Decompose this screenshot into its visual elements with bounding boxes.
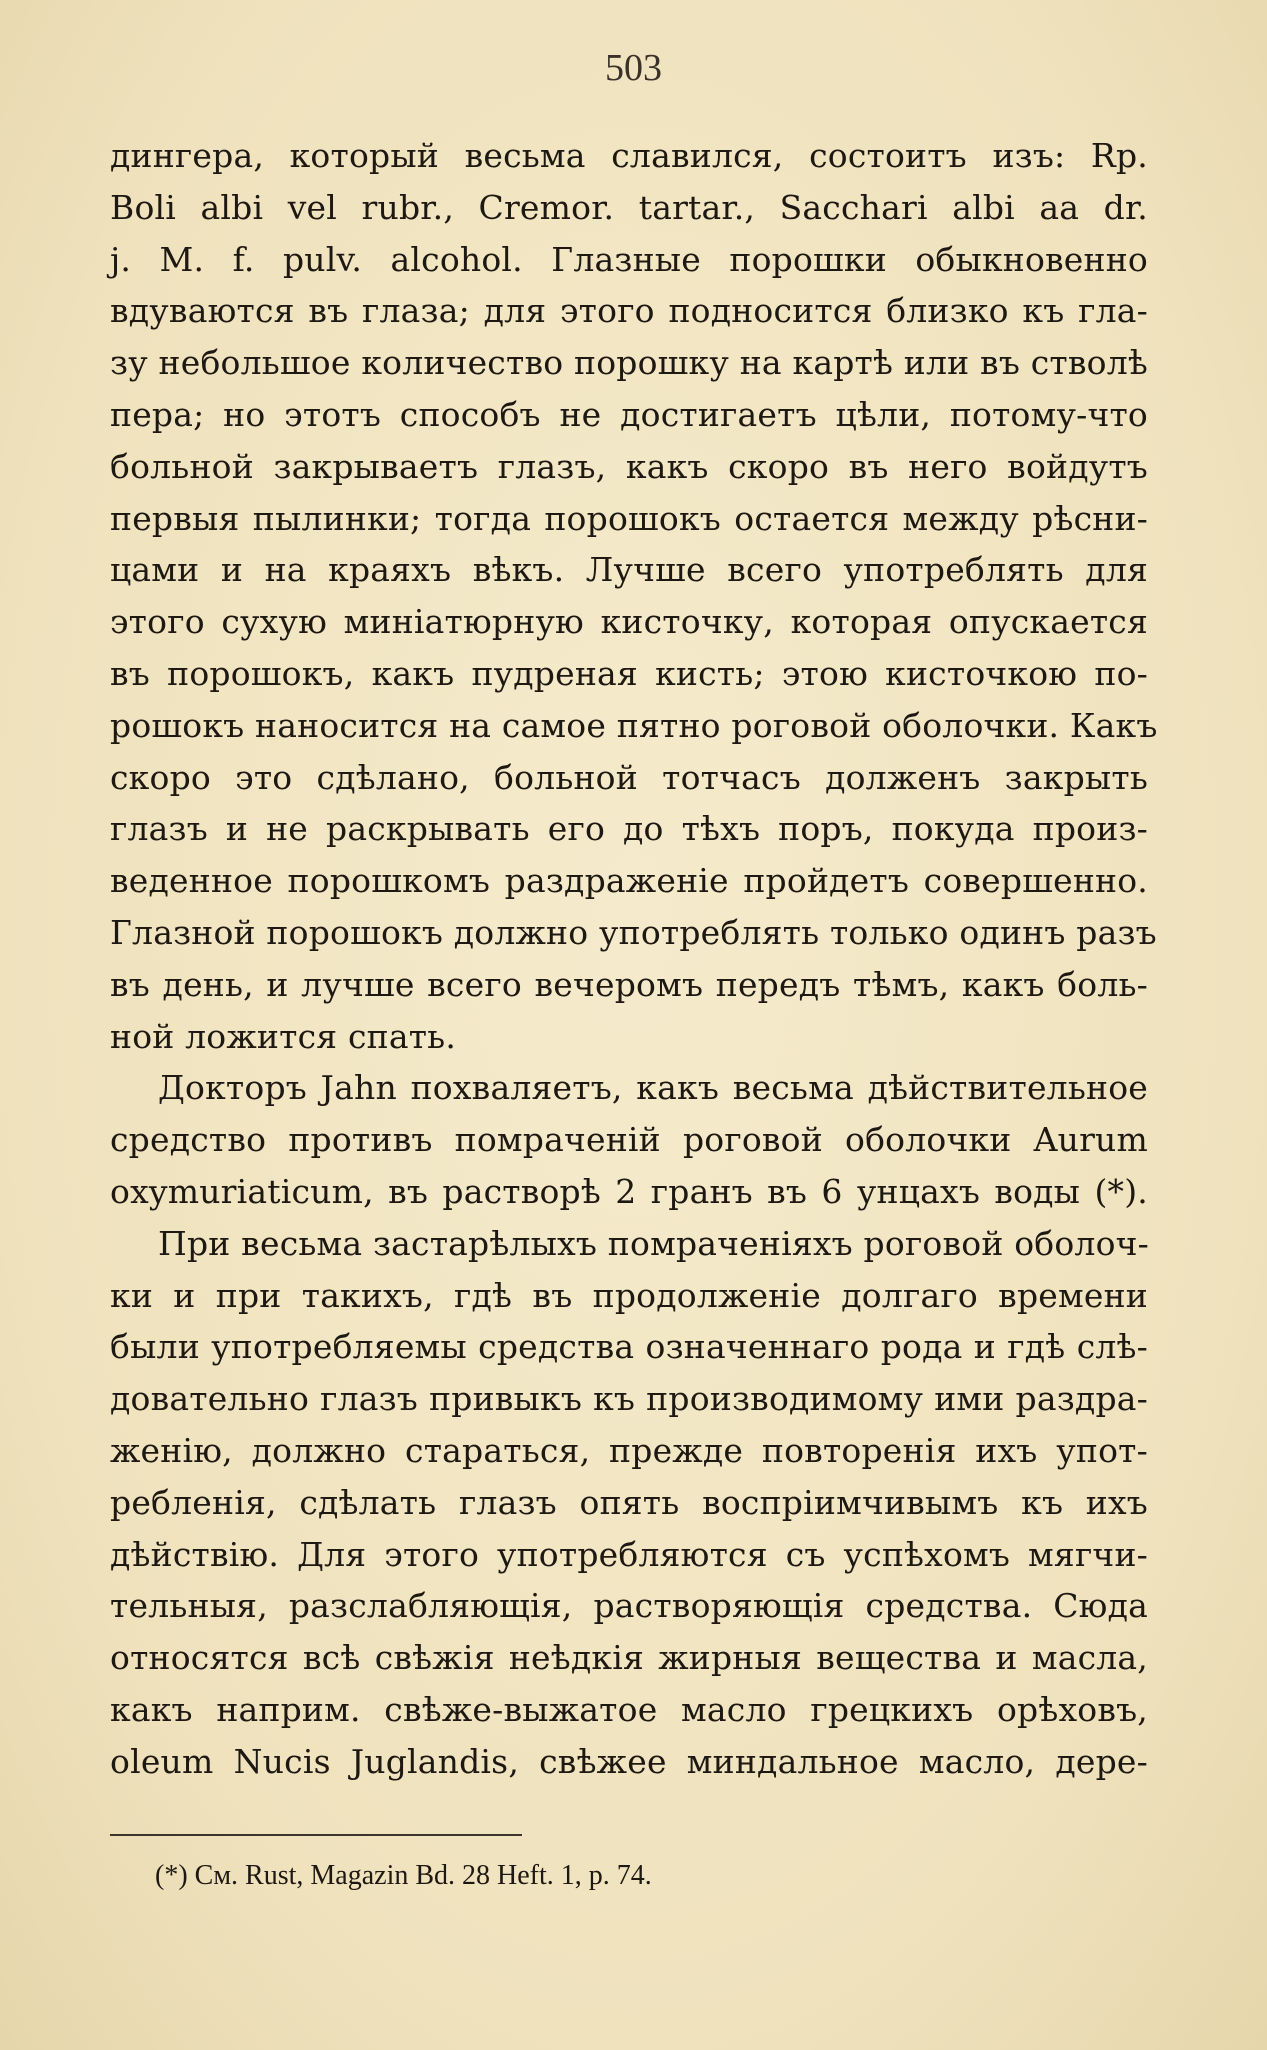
text-line: въ порошокъ, какъ пудреная кисть; этою кисточкою по- <box>110 653 1148 693</box>
text-line: въ день, и лучше всего вечеромъ передъ тѣмъ, какъ боль- <box>110 964 1148 1004</box>
text-line: этого сухую миніатюрную кисточку, которая опускается <box>110 602 1148 642</box>
text-line: ной ложится спать. <box>110 1016 457 1056</box>
text-line: глазъ и не раскрывать его до тѣхъ поръ, покуда произ- <box>110 809 1148 849</box>
text-line: вдуваются въ глаза; для этого подносится близко къ гла- <box>110 291 1148 331</box>
page-number: 503 <box>605 47 662 89</box>
body-text <box>110 130 1158 1788</box>
footnote: (*) См. Rust, Magazin Bd. 28 Heft. 1, p. 74. <box>155 1860 652 1891</box>
text-line: женію, должно стараться, прежде повторенія ихъ упот- <box>110 1430 1148 1470</box>
text-line: Глазной порошокъ должно употреблять только одинъ разъ <box>110 912 1157 952</box>
text-line: ки и при такихъ, гдѣ въ продолженіе долгаго времени <box>110 1275 1148 1315</box>
text-line: oleum Nucis Juglandis, свѣжее миндальное масло, дере- <box>110 1741 1148 1781</box>
text-line: веденное порошкомъ раздраженіе пройдетъ совершенно. <box>110 861 1148 901</box>
text-line: были употребляемы средства означеннаго рода и гдѣ слѣ- <box>110 1327 1148 1367</box>
text-line: цами и на краяхъ вѣкъ. Лучше всего употреблять для <box>110 550 1148 590</box>
text-line: дѣйствію. Для этого употребляются съ успѣхомъ мягчи- <box>110 1534 1148 1574</box>
text-line: средство противъ помраченій роговой оболочки Aurum <box>110 1120 1148 1160</box>
text-line: какъ наприм. свѣже-выжатое масло грецкихъ орѣховъ, <box>110 1689 1148 1729</box>
footnote-divider <box>110 1834 522 1836</box>
text-line: скоро это сдѣлано, больной тотчасъ долженъ закрыть <box>110 757 1148 797</box>
text-line: рошокъ наносится на самое пятно роговой оболочки. Какъ <box>110 705 1158 745</box>
text-line: больной закрываетъ глазъ, какъ скоро въ него войдутъ <box>110 446 1148 486</box>
text-line: первыя пылинки; тогда порошокъ остается между рѣсни- <box>110 498 1148 538</box>
text-line: ребленія, сдѣлать глазъ опять воспріимчивымъ къ ихъ <box>110 1482 1148 1522</box>
text-line: При весьма застарѣлыхъ помраченіяхъ роговой оболоч- <box>158 1223 1150 1263</box>
text-line: Boli albi vel rubr., Cremor. tartar., Sacchari albi aa dr. <box>110 187 1148 227</box>
text-line: пера; но этотъ способъ не достигаетъ цѣли, потому-что <box>110 394 1148 434</box>
text-line: Докторъ Jahn похваляетъ, какъ весьма дѣйствительное <box>158 1068 1148 1108</box>
text-line: дингера, который весьма славился, состоитъ изъ: Rp. <box>110 136 1148 175</box>
text-line: относятся всѣ свѣжія неѣдкія жирныя вещества и масла, <box>110 1638 1148 1678</box>
text-line: довательно глазъ привыкъ къ производимому ими раздра- <box>110 1379 1148 1419</box>
text-line: oxymuriaticum, въ растворѣ 2 гранъ въ 6 унцахъ воды (*). <box>110 1171 1148 1211</box>
text-line: зу небольшое количество порошку на картѣ или въ стволѣ <box>110 343 1148 383</box>
text-line: тельныя, разслабляющія, растворяющія средства. Сюда <box>110 1586 1148 1626</box>
text-line: j. M. f. pulv. alcohol. Глазные порошки обыкновенно <box>110 239 1148 279</box>
